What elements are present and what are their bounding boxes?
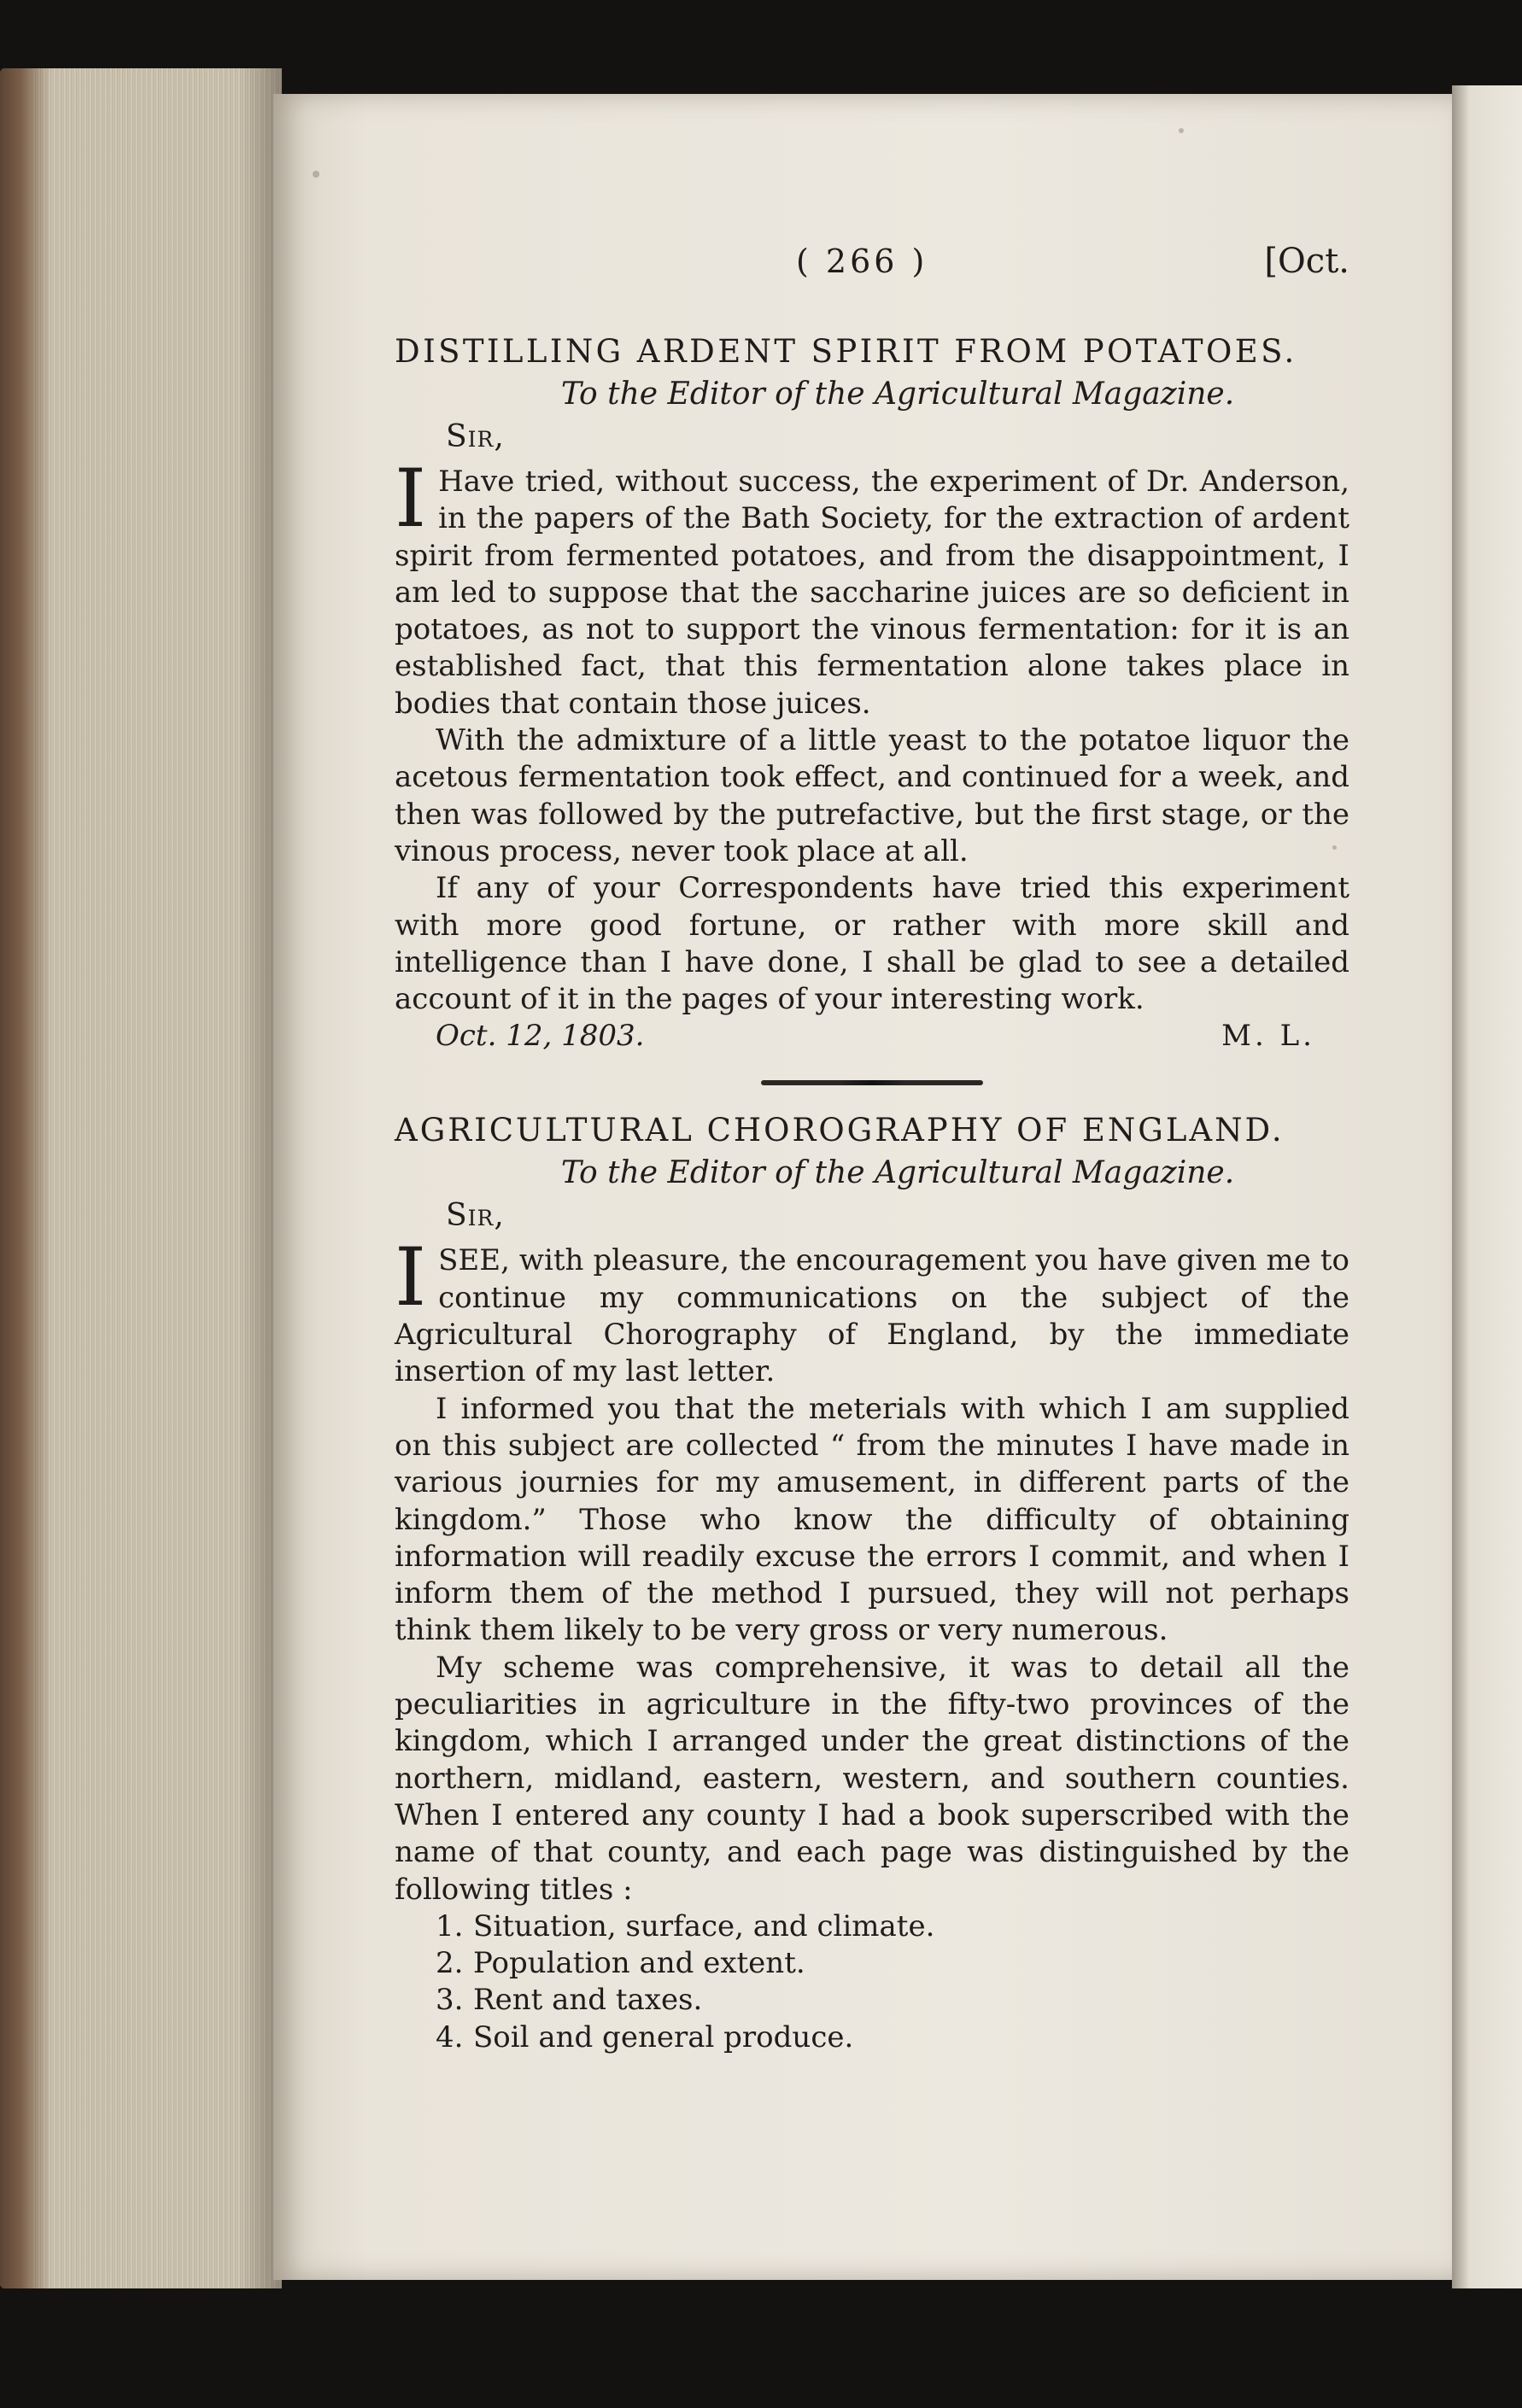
article-paragraph: With the admixture of a little yeast to the potatoe liquor the acetous fermentation took effect, and continued for a week, and then was followed by the putrefactive, but the first stage, or the vinous process, never took place at all. bbox=[395, 723, 1349, 868]
article-title: DISTILLING ARDENT SPIRIT FROM POTATOES. bbox=[395, 333, 1297, 370]
drop-cap: I bbox=[395, 453, 427, 546]
running-head: [Oct. bbox=[1264, 242, 1349, 281]
article-salutation: Sir, bbox=[446, 1198, 505, 1234]
article-paragraph: If any of your Correspondents have tried this experiment with more good fortune, or rather with more skill and intelligence than I have done, I shall be glad to see a detailed account of it in the pages of your interesting work. bbox=[395, 871, 1349, 1017]
list-item: 3. Rent and taxes. bbox=[436, 1983, 703, 2018]
signature-row bbox=[395, 1018, 1349, 1055]
article-distilling bbox=[395, 330, 1349, 1055]
list-item: 1. Situation, surface, and climate. bbox=[436, 1908, 935, 1943]
page-number: ( 266 ) bbox=[796, 243, 928, 280]
list-item: 2. Population and extent. bbox=[436, 1946, 805, 1981]
letter-date: Oct. 12, 1803. bbox=[436, 1019, 645, 1054]
article-paragraph: I Have tried, without success, the experiment of Dr. Anderson, in the papers of the Bath Society, for the extraction of ardent spirit from fermented potatoes, and from the disappointment, I am led to suppose that the saccharine juices are so deficient in potatoes, as not to support the vinous fermentation: for it is an established fact, that this fermentation alone takes place in bodies that contain those juices. bbox=[395, 453, 1349, 721]
article-paragraph: My scheme was comprehensive, it was to detail all the peculiarities in agriculture in the fifty-two provinces of the kingdom, which I arranged under the great distinctions of the northern, midland, eastern, western, and southern counties. When I entered any county I had a book superscribed with the name of that county, and each page was distinguished by the following titles : bbox=[395, 1650, 1349, 1907]
age-spot bbox=[313, 171, 319, 178]
article-title: AGRICULTURAL CHOROGRAPHY OF ENGLAND. bbox=[395, 1112, 1285, 1149]
article-paragraph: ISEE, with pleasure, the encouragement you have given me to continue my communications on the subject of the Agricultural Chorography of England, by the immediate insertion of my last letter. bbox=[395, 1231, 1349, 1389]
page-text bbox=[395, 243, 1349, 2056]
book-page-edges bbox=[0, 68, 282, 2288]
article-chorography bbox=[395, 1109, 1349, 2056]
article-addressee: To the Editor of the Agricultural Magazine. bbox=[560, 377, 1235, 412]
titles-list bbox=[395, 1908, 1349, 2056]
article-paragraph: I informed you that the meterials with which I am supplied on this subject are collected “ from the minutes I have made in various journies for my amusement, in different parts of the kingdom.” Those who know the difficulty of obtaining information will readily excuse the errors I commit, and when I inform them of the method I pursued, they will not perhaps think them likely to be very gross or very numerous. bbox=[395, 1391, 1349, 1648]
article-addressee: To the Editor of the Agricultural Magazine. bbox=[560, 1155, 1235, 1191]
drop-cap: I bbox=[395, 1231, 427, 1325]
list-item: 4. Soil and general produce. bbox=[436, 2019, 854, 2054]
letter-initials: M. L. bbox=[1221, 1019, 1315, 1054]
page-header bbox=[395, 243, 1349, 286]
age-spot bbox=[1179, 128, 1184, 133]
section-divider bbox=[761, 1080, 983, 1085]
next-page-edge bbox=[1452, 85, 1522, 2288]
article-salutation: Sir, bbox=[446, 419, 505, 454]
